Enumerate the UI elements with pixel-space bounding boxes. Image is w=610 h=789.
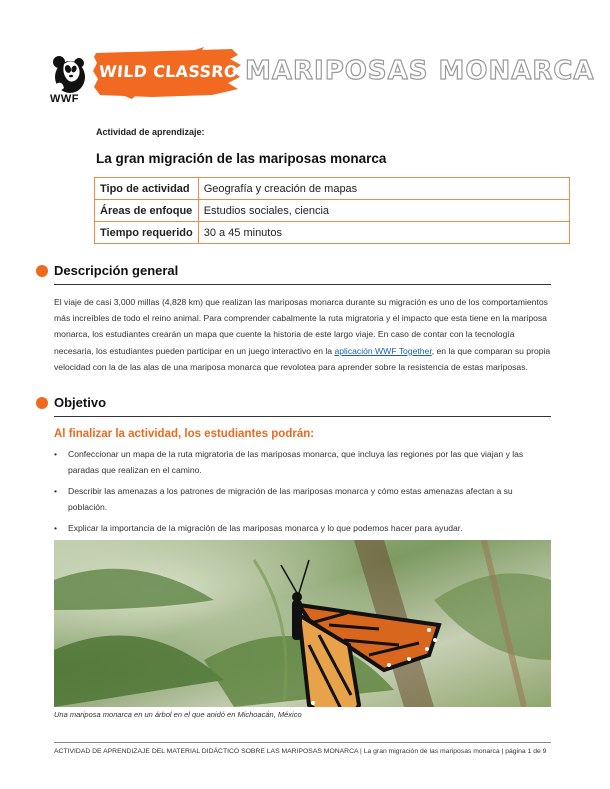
description-text: El viaje de casi 3,000 millas (4,828 km) que realizan las mariposas monarca durante su migración es uno de los comportamientos más increíbles de todo el reino animal. Para comprender cabalmente la ruta migratoria y el impacto que esta tiene en la mariposa monarca, los estudiantes crearán un mapa que cuente la historia de este largo viaje. En caso de contar con la tecnología necesaria, los estudiantes pueden participar en un juego interactivo en la	[54, 297, 548, 356]
section-divider	[54, 416, 551, 417]
list-item	[54, 520, 549, 536]
footer-divider	[54, 742, 551, 743]
table-row	[95, 178, 570, 200]
wwf-together-app-link[interactable]: aplicación WWF Together	[334, 345, 432, 356]
section-bullet-dot	[36, 265, 48, 277]
table-key: Tiempo requerido	[95, 222, 199, 244]
objective-text: Describir las amenazas a los patrones de migración de las mariposas monarca y cómo estas amenazas afectan a su población.	[68, 486, 513, 512]
table-row	[95, 200, 570, 222]
bullet-marker: •	[54, 523, 58, 533]
table-row	[95, 222, 570, 244]
photo-caption: Una mariposa monarca en un árbol en el que anidó en Michoacán, México	[54, 710, 302, 719]
description-paragraph	[54, 294, 554, 375]
table-key: Tipo de actividad	[95, 178, 199, 200]
table-value: 30 a 45 minutos	[198, 222, 569, 244]
description-text-end: , en la que comparan su propia velocidad con la de las alas de una mariposa monarca que revolotea para aprender sobre la resistencia de estas mariposas.	[54, 345, 551, 372]
activity-label: Actividad de aprendizaje:	[96, 127, 205, 137]
activity-info-table	[94, 177, 570, 244]
table-value: Estudios sociales, ciencia	[198, 200, 569, 222]
table-value: Geografía y creación de mapas	[198, 178, 569, 200]
objective-text: Confeccionar un mapa de la ruta migratoria de las mariposas monarca, que incluya las regiones por las que viajan y las paradas que realizan en el camino.	[68, 449, 524, 475]
list-item	[54, 483, 528, 515]
objective-subtitle: Al finalizar la actividad, los estudiantes podrán:	[54, 428, 315, 440]
section-divider	[54, 284, 551, 285]
wild-classroom-label: WILD CLASSROOM	[98, 62, 269, 81]
list-item	[54, 446, 538, 478]
description-heading: Descripción general	[54, 263, 179, 278]
page-footer: ACTIVIDAD DE APRENDIZAJE DEL MATERIAL DIDÁCTICO SOBRE LAS MARIPOSAS MONARCA | La gran migración de las mariposas monarca | página 1 de 9	[54, 748, 547, 755]
bullet-marker: •	[54, 486, 58, 496]
table-key: Áreas de enfoque	[95, 200, 199, 222]
activity-title: La gran migración de las mariposas monarca	[96, 151, 387, 166]
monarch-butterfly-photo	[54, 540, 551, 707]
objective-text: Explicar la importancia de la migración de las mariposas monarca y lo que podemos hacer para ayudar.	[68, 523, 463, 533]
objective-heading: Objetivo	[54, 395, 107, 410]
bullet-marker: •	[54, 449, 58, 459]
wwf-logo-text: WWF	[50, 93, 79, 105]
page-title: MARIPOSAS MONARCA	[245, 56, 595, 86]
objective-list	[54, 446, 549, 536]
section-bullet-dot	[36, 397, 48, 409]
